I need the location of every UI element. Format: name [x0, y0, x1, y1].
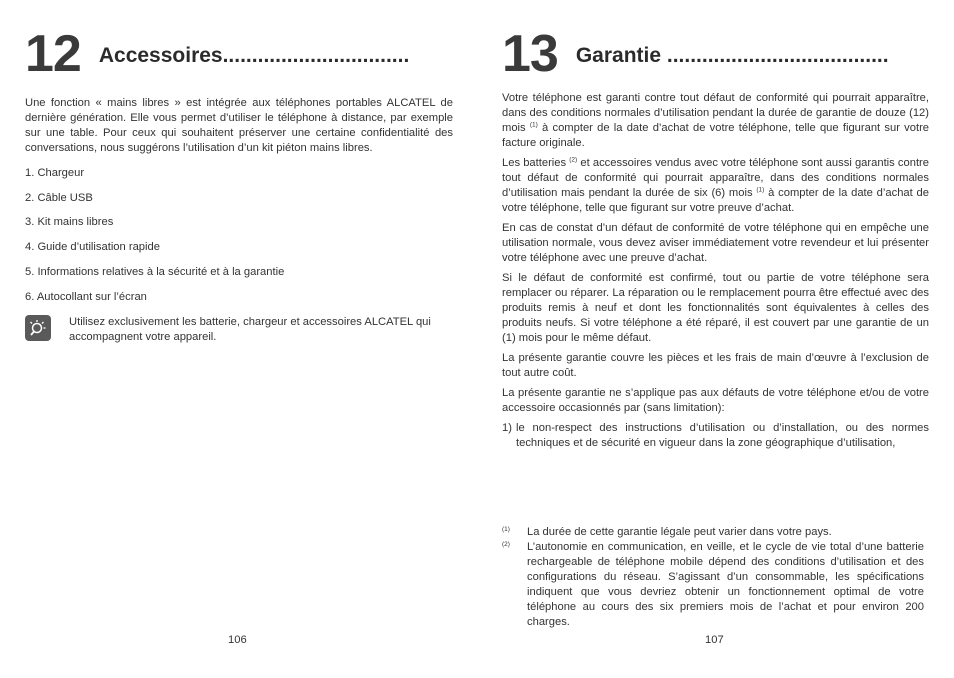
footnote-ref: (1) [756, 186, 765, 194]
page-number: 106 [228, 634, 247, 646]
footnote-text: L’autonomie en communication, en veille, et le cycle de vie total d’une batterie rechargeable de téléphone mobile dépend des conditions d’utilisation et des configurations du réseau. S’agissant d’un consommable, les spécifications indiquent que vous devriez obtenir un fonctionnement optimal de votre téléphone au cours des six premiers mois de l’achat et pour environ 200 charges. [527, 541, 924, 628]
intro-paragraph: Une fonction « mains libres » est intégrée aux téléphones portables ALCATEL de dernière génération. Elle vous permet d’utiliser le téléphone à distance, par exemple sur une table. Pour ceux qui souhaitent préserver une certaine confidentialité des conversations, nous suggérons l’utilisation d’un kit piéton mains libres. [25, 97, 453, 154]
coverage-paragraph: La présente garantie couvre les pièces et les frais de main d’œuvre à l’exclusion de tout autre coût. [502, 352, 929, 379]
warranty-paragraph [502, 91, 929, 151]
exclusion-paragraph: La présente garantie ne s’applique pas aux défauts de votre téléphone et/ou de votre accessoire occasionnés par (sans limitation): [502, 387, 929, 414]
chapter-title: Garantie ...................................... [575, 44, 889, 67]
list-item: 3. Kit mains libres [25, 216, 114, 229]
lightbulb-tip-icon [25, 315, 51, 341]
footnote-ref: (2) [569, 156, 578, 164]
left-page [25, 0, 453, 678]
chapter-body [502, 91, 929, 451]
condition-number: 1) [502, 422, 512, 434]
accessory-list [25, 166, 453, 305]
repair-paragraph: Si le défaut de conformité est confirmé, tout ou partie de votre téléphone sera remplacer ou réparer. La réparation ou le remplacement pourra être effectué avec des produits remis à neuf et dont les fonctionnalités sont équivalentes à celles des produits neufs. Si votre téléphone a été réparé, il est couvert par une garantie de un (1) mois pour le même défaut. [502, 272, 929, 344]
footnotes [502, 525, 924, 630]
list-item: 5. Informations relatives à la sécurité et à la garantie [25, 265, 285, 278]
paragraph-text: Votre téléphone est garanti contre tout défaut de conformité qui pourrait apparaître, dans des conditions normales d’utilisation pendant la durée de garantie de douze (12) mois [502, 92, 929, 134]
footnote [502, 540, 924, 630]
chapter-body [25, 96, 453, 345]
chapter-header [502, 25, 889, 83]
condition-text: le non-respect des instructions d’utilisation ou d’installation, ou des normes techniques et de sécurité en vigueur dans la zone géographique d’utilisation, [516, 422, 929, 449]
footnote-text: La durée de cette garantie légale peut varier dans votre pays. [527, 526, 832, 538]
footnote-mark: (2) [502, 541, 510, 548]
right-page [502, 0, 930, 678]
list-item: 2. Câble USB [25, 191, 93, 204]
list-item: 6. Autocollant sur l’écran [25, 290, 147, 303]
condition-item [502, 421, 929, 451]
footnote-ref: (1) [529, 121, 538, 129]
paragraph-text: à compter de la date d’achat de votre téléphone, telle que figurant sur votre facture originale. [502, 122, 930, 149]
tip-note [25, 315, 453, 345]
chapter-title: Accessoires................................ [98, 44, 410, 67]
footnote [502, 525, 924, 540]
tip-text: Utilisez exclusivement les batterie, chargeur et accessoires ALCATEL qui accompagnent votre appareil. [69, 315, 431, 343]
battery-paragraph [502, 156, 929, 216]
chapter-number: 13 [502, 25, 558, 83]
list-item: 4. Guide d’utilisation rapide [25, 241, 160, 254]
chapter-header [25, 25, 410, 83]
paragraph-text: à compter de la date d’achat de votre téléphone, telle que figurant sur votre preuve d’achat. [502, 187, 929, 214]
page-number: 107 [705, 634, 724, 646]
paragraph-text: et accessoires vendus avec votre téléphone sont aussi garantis contre tout défaut de conformité qui pourrait apparaître, dans des conditions normales d’utilisation mais pendant la durée de six (6) mois [502, 157, 929, 199]
defect-paragraph: En cas de constat d’un défaut de conformité de votre téléphone qui en empêche une utilisation normale, vous devez aviser immédiatement votre revendeur et lui présenter votre téléphone avec une preuve d’achat. [502, 222, 929, 264]
list-item: 1. Chargeur [25, 166, 85, 179]
chapter-number: 12 [25, 25, 81, 83]
paragraph-text: Les batteries [502, 157, 567, 169]
footnote-mark: (1) [502, 526, 510, 533]
